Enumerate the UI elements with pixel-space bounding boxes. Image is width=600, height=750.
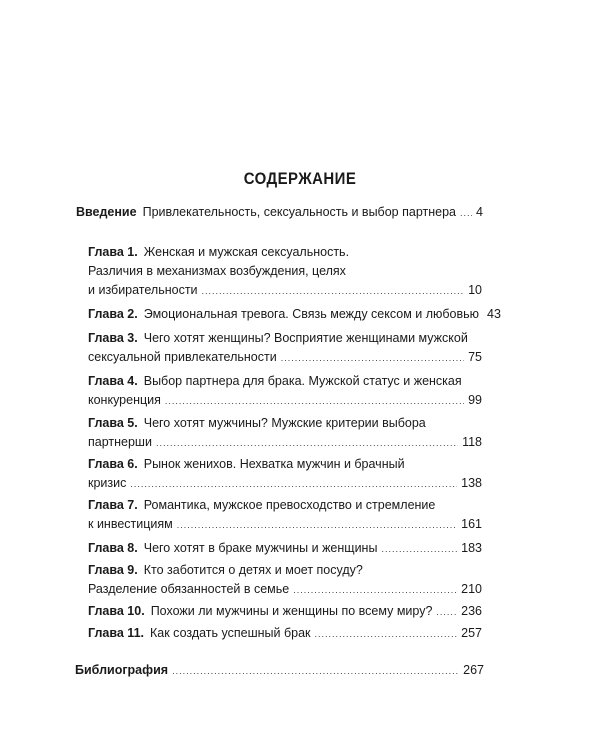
leader-dots xyxy=(281,349,464,368)
toc-entry-chapter-8 xyxy=(88,539,482,559)
chapter-title: Выбор партнера для брака. Мужской статус и женская xyxy=(143,374,462,388)
chapter-title: Различия в механизмах возбуждения, целях xyxy=(88,264,346,278)
chapter-title: Рынок женихов. Нехватка мужчин и брачный xyxy=(143,457,405,471)
toc-entry-intro xyxy=(76,203,483,223)
toc-entry-chapter-4 xyxy=(88,372,482,411)
chapter-label: Глава 11. xyxy=(88,626,144,640)
chapter-title: Романтика, мужское превосходство и стремление xyxy=(143,498,436,512)
toc-entry-chapter-11 xyxy=(88,624,482,644)
chapter-title: Эмоциональная тревога. Связь между сексом и любовью xyxy=(143,307,480,321)
chapter-title: Похожи ли мужчины и женщины по всему миру? xyxy=(150,604,433,618)
chapter-label: Глава 10. xyxy=(88,604,145,618)
toc-entry-bibliography xyxy=(75,661,484,681)
toc-entry-chapter-1 xyxy=(88,243,482,301)
intro-label: Введение xyxy=(76,205,137,219)
bibliography-label: Библиография xyxy=(75,663,169,677)
leader-dots xyxy=(381,540,457,559)
chapter-label: Глава 6. xyxy=(88,457,138,471)
chapter-title: к инвестициям xyxy=(88,517,173,531)
chapter-title: Разделение обязанностей в семье xyxy=(88,582,290,596)
leader-dots xyxy=(165,392,464,411)
toc-entry-chapter-3 xyxy=(88,329,482,368)
chapter-title: сексуальной привлекательности xyxy=(88,350,277,364)
chapter-title: Чего хотят женщины? Восприятие женщинами мужской xyxy=(143,331,468,345)
chapter-label: Глава 4. xyxy=(88,374,138,388)
page-number: 99 xyxy=(468,393,482,407)
page-number: 257 xyxy=(461,626,482,640)
leader-dots xyxy=(156,434,458,453)
page-number: 236 xyxy=(461,604,482,618)
chapter-label: Глава 8. xyxy=(88,541,138,555)
leader-dots xyxy=(315,625,458,644)
toc-entry-chapter-7 xyxy=(88,496,482,535)
toc-entry-chapter-6 xyxy=(88,455,482,494)
chapter-title: партнерши xyxy=(88,435,152,449)
chapter-label: Глава 5. xyxy=(88,416,138,430)
page-number: 118 xyxy=(462,435,482,449)
chapter-title: Чего хотят мужчины? Мужские критерии выбора xyxy=(143,416,426,430)
page-number: 75 xyxy=(468,350,482,364)
chapter-label: Глава 3. xyxy=(88,331,138,345)
page-number: 4 xyxy=(476,205,483,219)
leader-dots xyxy=(202,282,465,301)
leader-dots xyxy=(177,516,457,535)
chapter-label: Глава 9. xyxy=(88,563,138,577)
page-number: 43 xyxy=(487,307,501,321)
page-number: 10 xyxy=(468,283,482,297)
chapter-title: кризис xyxy=(88,476,127,490)
page-title: СОДЕРЖАНИЕ xyxy=(243,169,357,188)
chapter-title: конкуренция xyxy=(88,393,161,407)
chapter-title: Женская и мужская сексуальность. xyxy=(143,245,350,259)
chapter-title: Как создать успешный брак xyxy=(150,626,311,640)
chapter-label: Глава 1. xyxy=(88,245,138,259)
toc-entry-chapter-9 xyxy=(88,561,482,600)
page-number: 210 xyxy=(461,582,482,596)
leader-dots xyxy=(130,475,457,494)
page-number: 161 xyxy=(461,517,482,531)
chapter-title: Кто заботится о детях и моет посуду? xyxy=(143,563,363,577)
toc-entry-chapter-5 xyxy=(88,414,482,453)
page-number: 138 xyxy=(461,476,482,490)
leader-dots xyxy=(436,603,457,622)
chapter-title: и избирательности xyxy=(88,283,198,297)
page-number: 183 xyxy=(461,541,482,555)
leader-dots xyxy=(172,662,459,681)
chapter-label: Глава 2. xyxy=(88,307,138,321)
toc-entry-chapter-10 xyxy=(88,602,482,622)
leader-dots xyxy=(460,204,472,223)
intro-text: Привлекательность, сексуальность и выбор партнера xyxy=(142,205,456,219)
chapter-label: Глава 7. xyxy=(88,498,138,512)
chapter-title: Чего хотят в браке мужчины и женщины xyxy=(143,541,378,555)
leader-dots xyxy=(293,581,457,600)
toc-entry-chapter-2 xyxy=(88,305,501,325)
page-number: 267 xyxy=(463,663,484,677)
